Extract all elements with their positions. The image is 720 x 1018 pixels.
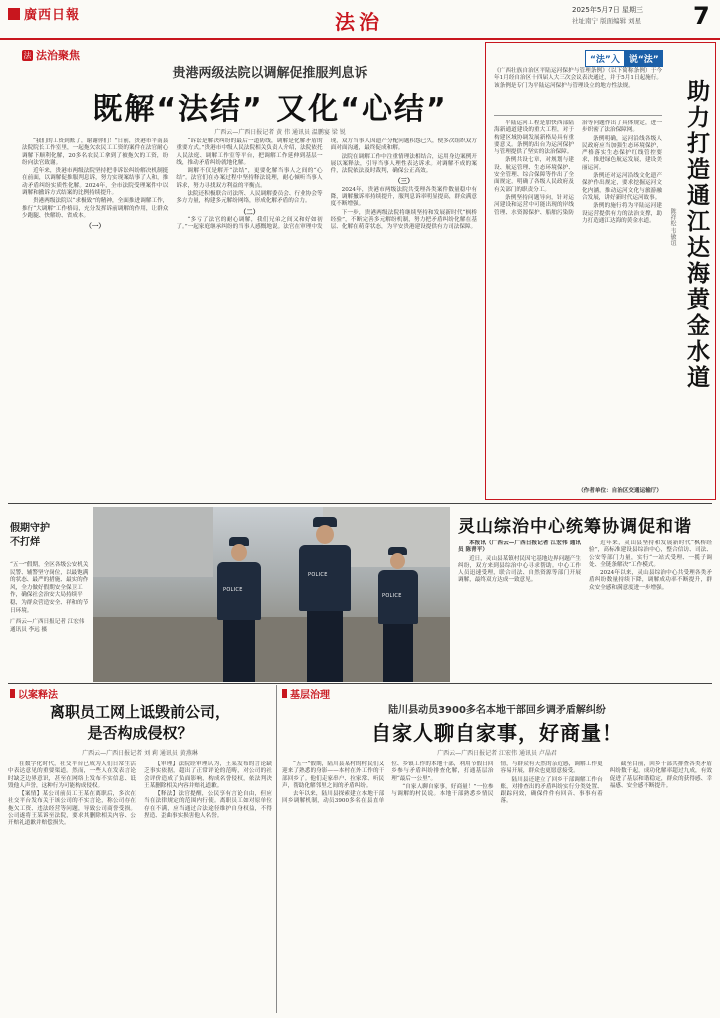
paragraph: 条例坚持问题导向，针对运河建设和运营中可能出现的岸线管理、水资源保护、船舶污染防治等问题作出了具体规定，进一步织密了法治保障网。 bbox=[494, 120, 662, 216]
sidebar-headline: 助力打造通江达海黄金水道 bbox=[683, 79, 709, 391]
police-officer bbox=[293, 517, 357, 682]
subheading: （二） bbox=[239, 207, 260, 216]
column-tag-case-law bbox=[10, 686, 58, 701]
column-tag-grassroots bbox=[282, 686, 330, 701]
issue-date: 2025年5月7日 星期三 bbox=[572, 6, 643, 14]
paragraph: 条例明确，运河沿线各级人民政府应当加强生态环境保护，严格落实生态保护红线管控要求，推进绿色航运发展，建设美丽运河。 bbox=[582, 135, 662, 171]
paragraph: “自家人聊自家事，好商量！”一位参与调解的村民说。本地干部熟悉乡情民情，与群众有天然的亲近感，调解工作更容易开展，群众也更愿意接受。 bbox=[391, 761, 603, 798]
main-article-headline: 既解“法结” 又化“心结” bbox=[92, 92, 448, 127]
paragraph: 下一步，贵港两级法院将继续坚持和发展新时代“枫桥经验”，不断完善多元解纷机制，努力把矛盾纠纷化解在基层、化解在萌芽状态，为平安贵港建设提供有力司法保障。 bbox=[330, 209, 477, 231]
column-badge bbox=[585, 50, 663, 67]
legs bbox=[307, 611, 343, 682]
badge-right: 说“法” bbox=[625, 50, 663, 67]
main-article-body bbox=[22, 138, 477, 500]
building bbox=[93, 507, 213, 577]
luchuan-kicker: 陆川县动员3900多名本地干部回乡调矛盾解纠纷 bbox=[388, 705, 606, 716]
paragraph: 法院在调解工作中注重情理法相结合，运用身边案例开展以案释法，引导当事人理性表达诉求。对调解不成的案件，法院依法及时裁判，确保公正高效。 bbox=[330, 153, 477, 175]
lingshan-headline: 灵山综治中心统筹协调促和谐 bbox=[458, 517, 692, 537]
section-title: 法治 bbox=[335, 10, 383, 34]
lingshan-body bbox=[458, 540, 712, 683]
paragraph: 条例的施行将为平陆运河建设运营提供有力的法治支撑，助力打造通江达海的黄金水道。 bbox=[582, 203, 662, 224]
sidebar-source: （作者单位：自治区交通运输厅） bbox=[578, 488, 662, 494]
paragraph: 【释法】法官提醒，公民享有言论自由，但应当在法律规定的范围内行使。离职员工如对原单位存在不满，应当通过合法途径维护自身权益，不得捏造、歪曲事实损害他人名誉。 bbox=[144, 791, 272, 820]
sidebar-article bbox=[485, 42, 716, 500]
newspaper-logo bbox=[8, 4, 80, 23]
tag-marker-icon bbox=[10, 689, 15, 698]
photo-caption: “五一”假期，全区各级公安机关民警、辅警坚守岗位，以最饱满的状态、最严的措施、最实的作风，全力做好假期安全保卫工作，确保社会治安大局持续平稳，为群众营造安全、祥和的节日环境。 bbox=[10, 562, 89, 614]
luchuan-headline: 自家人聊自家事，好商量！ bbox=[371, 721, 623, 745]
paragraph: “多亏了法官的耐心调解，我们兄弟之间又和好如初了。”一起家庭继承纠纷的当事人感慨地说。法官在审理中发现，双方当事人因遗产分配问题积怨已久，便多次组织双方面对面沟通，最终促成和解。 bbox=[176, 138, 477, 231]
police-patrol-photo bbox=[93, 507, 450, 682]
paragraph: 2024年，贵港市两级法院共受理各类案件数量稳中有降，调解撤诉率持续提升，服判息诉率明显提高，群众满意度不断增强。 bbox=[330, 186, 477, 208]
legs bbox=[223, 620, 255, 682]
head bbox=[316, 525, 334, 544]
paragraph: 条例还对运河沿线文化遗产保护作出规定，要求挖掘运河文化内涵，推动运河文化与旅游融合发展，讲好新时代运河故事。 bbox=[582, 173, 662, 201]
luchuan-body bbox=[282, 761, 712, 1011]
paragraph: 近年来，贵港市两级法院坚持把非诉讼纠纷解决机制挺在前面，以调解促推服判息诉，努力实现案结事了人和，推动矛盾纠纷实质性化解。2024年，全市法院受理案件中以调解和撤诉方式结案的比例持续提升。 bbox=[22, 168, 169, 197]
column-tag-label: 基层治理 bbox=[290, 690, 330, 701]
sidebar-body bbox=[494, 120, 662, 486]
issue-meta: 社址南宁 版面编辑 刘星 bbox=[572, 17, 642, 25]
column-tag-label: 以案释法 bbox=[18, 690, 58, 701]
paragraph: 法院还积极联合司法所、人民调解委员会、行业协会等多方力量，构建多元解纷网络，形成化解矛盾的合力。 bbox=[176, 191, 323, 205]
luchuan-byline: 广西云—广西日报记者 江宏伟 通讯员 卢晶君 bbox=[437, 750, 557, 757]
police-officer bbox=[211, 537, 267, 682]
paragraph: “诉讼是解决纠纷的最后一道防线，调解是化解矛盾的重要方式。”贵港市中级人民法院相关负责人介绍，法院依托人民法庭、调解工作室等平台，把调解工作延伸到基层一线，推动矛盾纠纷就地化解。 bbox=[176, 138, 323, 166]
dismissal-byline: 广西云—广西日报记者 刘 莉 通讯员 黄燕琳 bbox=[82, 750, 198, 757]
paragraph: 近年来，灵山县坚持和发展新时代“枫桥经验”，高标准建设县综治中心，整合信访、司法、公安等部门力量，实行“一站式受理、一揽子调处、全链条解决”工作模式。 bbox=[589, 540, 712, 568]
dismissal-headline: 离职员工网上诋毁前公司， 是否构成侵权？ bbox=[49, 703, 230, 742]
head bbox=[231, 544, 247, 561]
photo-title: 假期守护 不打烊 bbox=[10, 523, 50, 548]
divider bbox=[494, 115, 662, 116]
sidebar-byline: 陈祥松 韦敏谊 bbox=[669, 208, 676, 246]
logo-icon bbox=[8, 8, 20, 20]
column-tag-legal-focus bbox=[22, 47, 80, 63]
paragraph: “我们的工资到账了，谢谢你们！”日前，贵港市平南县法院院长工作室里，一起拖欠农民工工资的案件在法官耐心调解下顺利化解，20多名农民工拿到了被拖欠的工资，纷纷向法官致谢。 bbox=[22, 138, 169, 166]
paragraph: 截至目前，回乡干部共排查各类矛盾纠纷数千起，成功化解率超过九成，有效促进了基层和谐稳定，群众的获得感、幸福感、安全感不断提升。 bbox=[609, 761, 712, 789]
column-divider bbox=[276, 685, 277, 1013]
dismissal-body bbox=[8, 761, 272, 1011]
police-label: POLICE bbox=[382, 593, 402, 599]
paragraph: 近日，灵山县某镇村民因宅基地边界问题产生纠纷，双方来到县综治中心寻求帮助。中心工作人员迅速受理，联合司法、自然资源等部门开展调解，最终双方达成一致意见。 bbox=[458, 555, 581, 584]
section-divider bbox=[8, 503, 712, 504]
paragraph: 去年以来，陆川县探索建立本地干部回乡调解机制，动员3900多名在县直单位、乡镇工作的本地干部，利用节假日回乡参与矛盾纠纷排查化解，打通基层治理“最后一公里”。 bbox=[282, 761, 494, 805]
paragraph: 条例共设七章，对规划与建设、航运管理、生态环境保护、安全管理、综合保障等作出了全面规定，明确了各级人民政府及有关部门的职责分工。 bbox=[494, 157, 574, 193]
section-divider bbox=[8, 683, 712, 684]
masthead bbox=[0, 0, 720, 40]
paragraph: “五一”假期，陆川县某村的村民们又迎来了熟悉的身影——本村在外工作的干部回乡了。他们走家串户、拉家常、听民声，帮助化解邻里之间的矛盾纠纷。 bbox=[282, 761, 385, 789]
column-tag-label: 法治聚焦 bbox=[36, 49, 80, 62]
head bbox=[390, 553, 405, 569]
subheading: （一） bbox=[85, 222, 105, 231]
main-article-byline: 广西云—广西日报记者 黄 伟 通讯员 温鹏宴 梁 锐 bbox=[214, 129, 346, 136]
legs bbox=[383, 624, 413, 682]
photo-caption-block bbox=[10, 522, 90, 634]
legal-icon: 法 bbox=[23, 50, 32, 60]
paragraph: 在数字化时代，社交平台已成为人们日常生活中表达意见的重要渠道。然而，一些人在发表言论时缺乏边界意识，甚至在网络上发布不实信息、诋毁他人声誉，这种行为可能构成侵权。 bbox=[8, 761, 136, 789]
paragraph: 【审理】法院经审理认为，王某发布的言论缺乏事实依据，超出了正常评论的范畴，对公司的社会评价造成了负面影响，构成名誉侵权，依法判决王某删除相关内容并赔礼道歉。 bbox=[144, 761, 272, 789]
police-label: POLICE bbox=[223, 587, 243, 593]
logo-text: 廣西日報 bbox=[24, 8, 81, 23]
paragraph: 贵港两级法院以“求极致”的精神，全面推进调解工作，推行“大调解”工作格局，充分发挥诉前调解的作用，让群众少跑腿、快解纷、省成本。 bbox=[22, 198, 169, 219]
police-label: POLICE bbox=[308, 572, 328, 578]
paragraph: 2024年以来，灵山县综治中心共受理各类矛盾纠纷数量持续下降，调解成功率不断提升，群众安全感和满意度进一步增强。 bbox=[589, 570, 712, 591]
photo-credit: 广西云—广西日报记者 江宏伟 通讯员 李远 摄 bbox=[10, 619, 85, 633]
paragraph: 【案情】某公司前员工王某在离职后，多次在社交平台发布关于该公司的不实言论，称公司存在拖欠工资、违法经营等问题，导致公司商誉受损。公司遂将王某诉至法院，要求其删除相关内容、公开赔礼道歉并赔偿损失。 bbox=[8, 791, 136, 827]
main-article-kicker: 贵港两级法院以调解促推服判息诉 bbox=[172, 66, 368, 81]
police-officer bbox=[373, 547, 423, 682]
badge-left: “法”入 bbox=[585, 50, 625, 67]
sidebar-summary: 《广西壮族自治区平陆运河保护与管理条例》（以下简称条例）于今年1月经自治区十四届人大三次会议表决通过，并于5月1日起施行。该条例是专门为平陆运河保护与管理设立的地方性法规。 bbox=[494, 68, 662, 89]
paragraph: 陆川县还建立了回乡干部调解工作台账，对排查出的矛盾纠纷实行分类处置、跟踪问效，确保件件有回音、事事有着落。 bbox=[500, 776, 603, 805]
torso bbox=[299, 545, 351, 611]
paragraph: 调解不仅是解开“法结”，更要化解当事人之间的“心结”。法官们在办案过程中坚持释法说理，耐心倾听当事人诉求，努力寻找双方利益的平衡点。 bbox=[176, 168, 323, 189]
paragraph: 平陆运河工程是加快西部陆海新通道建设的重大工程，对于构建区域协调发展新格局具有重要意义。条例的出台为运河保护与管理提供了坚实的法治保障。 bbox=[494, 120, 574, 156]
tag-marker-icon bbox=[282, 689, 287, 698]
page-number: 7 bbox=[693, 2, 710, 30]
dateline: 本报讯（广西云—广西日报记者 江宏伟 通讯员 陈青平） bbox=[458, 540, 581, 554]
subheading: （三） bbox=[394, 177, 414, 186]
